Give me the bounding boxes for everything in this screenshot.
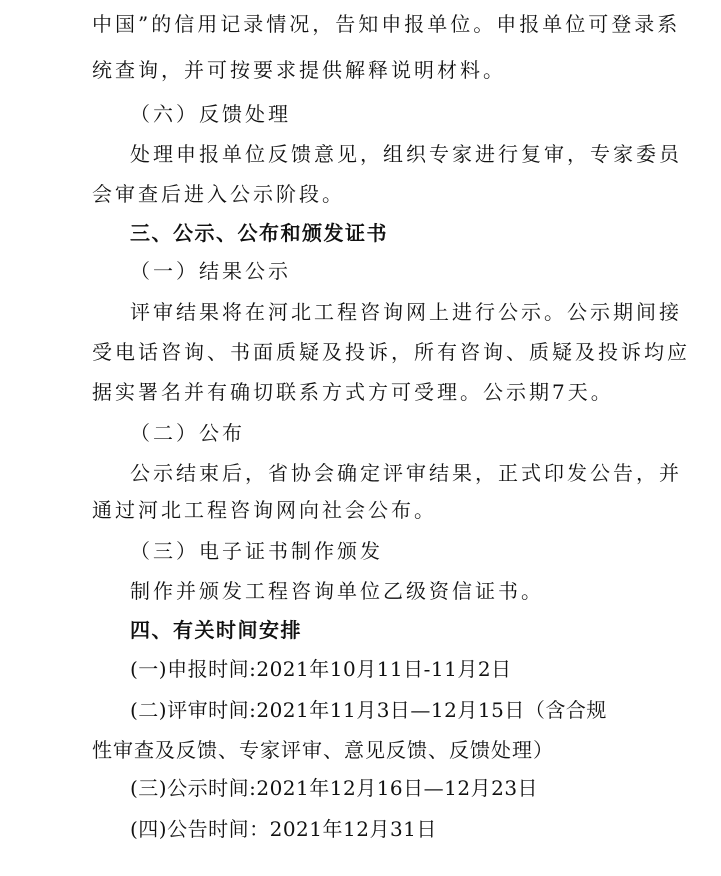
section-heading: 三、公示、公布和颁发证书 <box>130 221 388 245</box>
schedule-line: (四)公告时间：2021年12月31日 <box>130 817 437 841</box>
subsection-heading: （二）公布 <box>130 421 245 445</box>
subsection-heading: （六）反馈处理 <box>130 102 291 126</box>
paragraph-line: 制作并颁发工程咨询单位乙级资信证书。 <box>130 579 544 603</box>
paragraph-line: 中国”的信用记录情况，告知申报单位。申报单位可登录系 <box>92 12 681 36</box>
subsection-heading: （三）电子证书制作颁发 <box>130 539 383 563</box>
section-heading: 四、有关时间安排 <box>130 618 302 642</box>
schedule-line: (一)申报时间:2021年10月11日-11月2日 <box>130 657 512 681</box>
schedule-line: (二)评审时间:2021年11月3日—12月15日（含合规 <box>130 698 607 722</box>
schedule-line: (三)公示时间:2021年12月16日—12月23日 <box>130 776 539 800</box>
paragraph-line: 处理申报单位反馈意见，组织专家进行复审，专家委员 <box>130 142 682 166</box>
subsection-heading: （一）结果公示 <box>130 259 291 283</box>
paragraph-line: 通过河北工程咨询网向社会公布。 <box>92 498 437 522</box>
paragraph-line: 据实署名并有确切联系方式方可受理。公示期7天。 <box>92 380 614 404</box>
paragraph-line: 评审结果将在河北工程咨询网上进行公示。公示期间接 <box>130 300 682 324</box>
paragraph-line: 会审查后进入公示阶段。 <box>92 182 345 206</box>
paragraph-line: 统查询，并可按要求提供解释说明材料。 <box>92 58 506 82</box>
paragraph-line: 公示结束后，省协会确定评审结果，正式印发公告，并 <box>130 461 682 485</box>
schedule-line: 性审查及反馈、专家评审、意见反馈、反馈处理） <box>92 738 554 762</box>
paragraph-line: 受电话咨询、书面质疑及投诉，所有咨询、质疑及投诉均应 <box>92 340 690 364</box>
